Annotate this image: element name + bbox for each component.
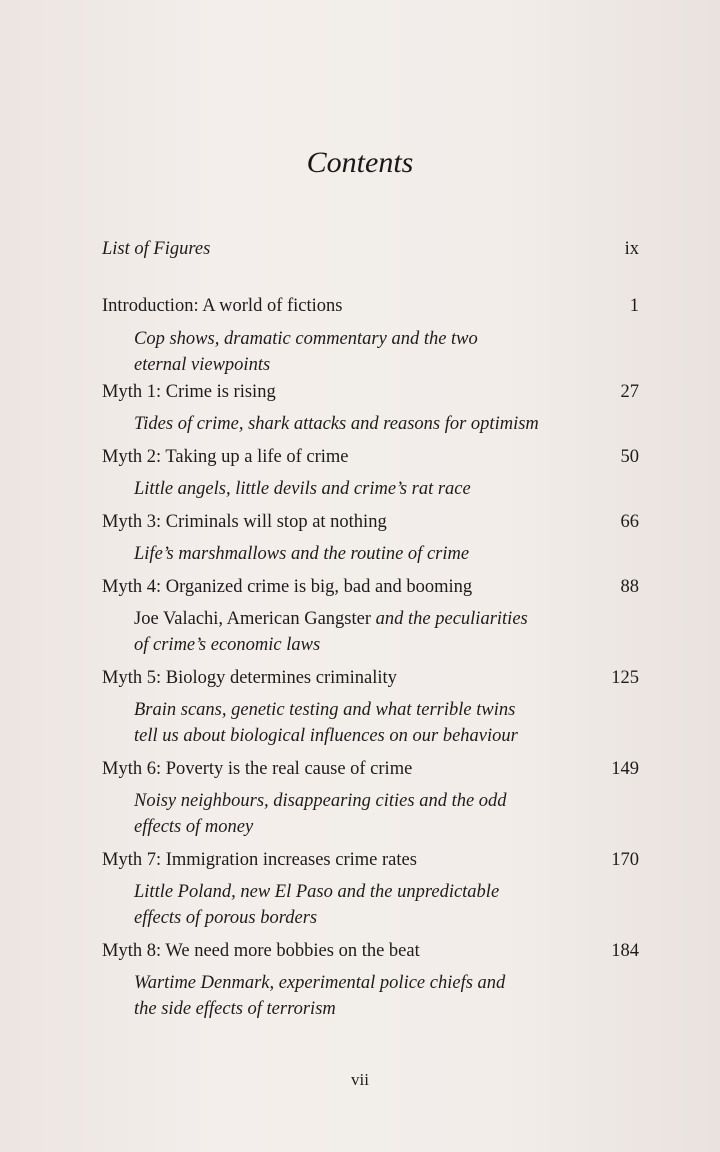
subtitle-line: Noisy neighbours, disappearing cities and the odd bbox=[134, 791, 507, 811]
toc-entry-page: 1 bbox=[629, 296, 639, 316]
toc-entry-label: Myth 3: Criminals will stop at nothing bbox=[102, 512, 387, 532]
toc-entry-label: Myth 1: Crime is rising bbox=[102, 382, 276, 402]
subtitle-line: Brain scans, genetic testing and what terrible twins bbox=[134, 700, 516, 720]
toc-entry-page: 27 bbox=[620, 382, 639, 402]
toc-entry-page: 66 bbox=[620, 512, 639, 532]
subtitle-text: and the peculiarities bbox=[371, 609, 528, 629]
toc-entry-subtitle bbox=[134, 697, 634, 749]
subtitle-line: tell us about biological influences on our behaviour bbox=[134, 726, 518, 746]
toc-entry-page: 184 bbox=[611, 941, 639, 961]
toc-entry-page: 88 bbox=[620, 577, 639, 597]
subtitle-name: Joe Valachi, bbox=[134, 609, 224, 629]
toc-entry-label: Introduction: A world of fictions bbox=[102, 296, 343, 316]
subtitle-film: American Gangster bbox=[223, 609, 372, 629]
subtitle-line bbox=[134, 606, 634, 632]
toc-entry-subtitle bbox=[134, 788, 634, 840]
toc-entry-label: Myth 6: Poverty is the real cause of crime bbox=[102, 759, 413, 779]
toc-entry-subtitle bbox=[134, 970, 634, 1022]
subtitle-line: effects of money bbox=[134, 817, 254, 837]
subtitle-line: the side effects of terrorism bbox=[134, 999, 336, 1019]
toc-entry-label: Myth 7: Immigration increases crime rates bbox=[102, 850, 417, 870]
toc-entry-page: 125 bbox=[611, 668, 639, 688]
toc-entry-page: 170 bbox=[611, 850, 639, 870]
subtitle-line: Cop shows, dramatic commentary and the two bbox=[134, 329, 478, 349]
toc-entry-label: Myth 2: Taking up a life of crime bbox=[102, 447, 349, 467]
toc-entry-label: List of Figures bbox=[102, 239, 211, 259]
toc-entry-subtitle bbox=[134, 879, 634, 931]
subtitle-line: Wartime Denmark, experimental police chiefs and bbox=[134, 973, 506, 993]
toc-entry-subtitle bbox=[134, 541, 634, 567]
toc-entry-subtitle bbox=[134, 606, 634, 658]
toc-entry-label: Myth 5: Biology determines criminality bbox=[102, 668, 397, 688]
subtitle-line: Life’s marshmallows and the routine of crime bbox=[134, 544, 470, 564]
toc-entry-subtitle bbox=[134, 476, 634, 502]
subtitle-line: of crime’s economic laws bbox=[134, 635, 321, 655]
subtitle-line: Little angels, little devils and crime’s rat race bbox=[134, 479, 471, 499]
toc-entry-page: 50 bbox=[620, 447, 639, 467]
toc-entry-subtitle bbox=[134, 411, 634, 437]
toc-entry-subtitle bbox=[134, 326, 634, 378]
page-number: vii bbox=[351, 1070, 369, 1089]
subtitle-line: Tides of crime, shark attacks and reasons for optimism bbox=[134, 414, 539, 434]
subtitle-line: effects of porous borders bbox=[134, 908, 318, 928]
toc-entry-label: Myth 4: Organized crime is big, bad and booming bbox=[102, 577, 473, 597]
subtitle-line: eternal viewpoints bbox=[134, 355, 271, 375]
page-title: Contents bbox=[306, 146, 414, 179]
toc-entry-page: ix bbox=[624, 239, 639, 259]
subtitle-line: Little Poland, new El Paso and the unpredictable bbox=[134, 882, 500, 902]
toc-entry-page: 149 bbox=[611, 759, 639, 779]
toc-entry-label: Myth 8: We need more bobbies on the beat bbox=[102, 941, 420, 961]
